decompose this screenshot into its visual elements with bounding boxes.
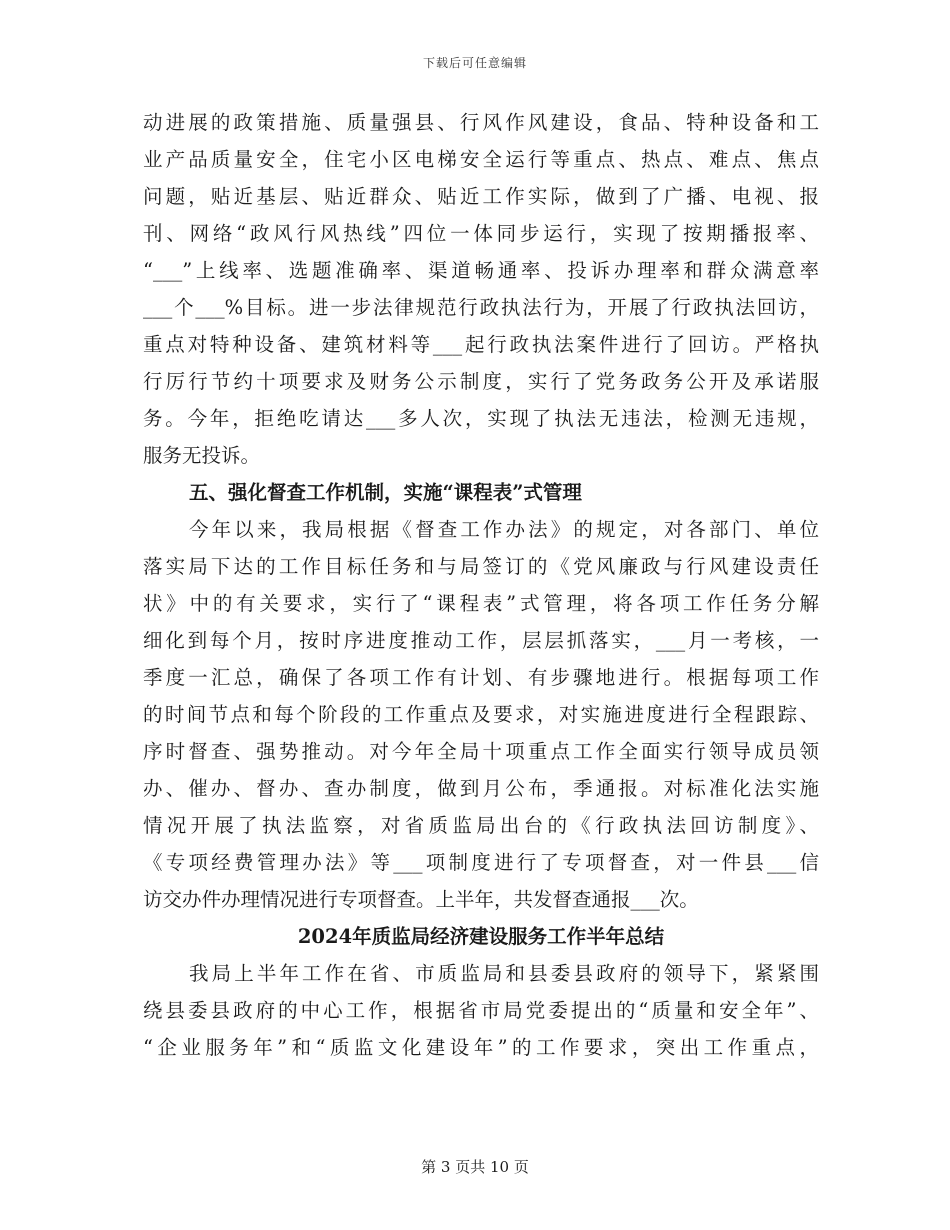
text-line: 落实局下达的工作目标任务和与局签订的《党风廉政与行风建设责任: [143, 555, 819, 578]
document-body: [143, 104, 819, 1066]
text-line: 绕县委县政府的中心工作，根据省市局党委提出的“质量和安全年”、: [143, 999, 819, 1022]
text-line: 状》中的有关要求，实行了“课程表”式管理，将各项工作任务分解: [143, 592, 819, 615]
document-title: 2024年质监局经济建设服务工作半年总结: [297, 925, 665, 948]
page-header-note: 下载后可任意编辑: [422, 56, 527, 70]
text-line: 情况开展了执法监察，对省质监局出台的《行政执法回访制度》、: [143, 814, 819, 837]
text-line: “企业服务年”和“质监文化建设年”的工作要求，突出工作重点，: [143, 1036, 819, 1059]
section-heading: 五、强化督查工作机制，实施“课程表”式管理: [189, 481, 582, 504]
text-line: 细化到每个月，按时序进度推动工作，层层抓落实，___月一考核，一: [143, 629, 819, 652]
text-line: 务。今年，拒绝吃请达___多人次，实现了执法无违法，检测无违规，: [143, 407, 819, 430]
text-line: 行厉行节约十项要求及财务公示制度，实行了党务政务公开及承诺服: [143, 370, 819, 393]
text-line: 动进展的政策措施、质量强县、行风作风建设，食品、特种设备和工: [143, 111, 819, 134]
text-line: 重点对特种设备、建筑材料等___起行政执法案件进行了回访。严格执: [143, 333, 819, 356]
text-line: 序时督查、强势推动。对今年全局十项重点工作全面实行领导成员领: [143, 740, 819, 763]
text-line: 今年以来，我局根据《督查工作办法》的规定，对各部门、单位: [189, 518, 819, 541]
page-number: 第 3 页共 10 页: [421, 1158, 529, 1176]
text-line: 刊、网络“政风行风热线”四位一体同步运行，实现了按期播报率、: [143, 222, 819, 245]
text-line: 服务无投诉。: [143, 444, 261, 467]
text-line: 我局上半年工作在省、市质监局和县委县政府的领导下，紧紧围: [189, 962, 819, 985]
text-line: “___”上线率、选题准确率、渠道畅通率、投诉办理率和群众满意率: [143, 259, 819, 282]
text-line: 业产品质量安全，住宅小区电梯安全运行等重点、热点、难点、焦点: [143, 148, 819, 171]
text-line: 季度一汇总，确保了各项工作有计划、有步骤地进行。根据每项工作: [143, 666, 819, 689]
text-line: 问题，贴近基层、贴近群众、贴近工作实际，做到了广播、电视、报: [143, 185, 819, 208]
text-line: 访交办件办理情况进行专项督查。上半年，共发督查通报___次。: [143, 888, 699, 911]
text-line: ___个___%目标。进一步法律规范行政执法行为，开展了行政执法回访，: [143, 296, 819, 319]
text-line: 的时间节点和每个阶段的工作重点及要求，对实施进度进行全程跟踪、: [143, 703, 819, 726]
text-line: 《专项经费管理办法》等___项制度进行了专项督查，对一件县___信: [143, 851, 819, 874]
text-line: 办、催办、督办、查办制度，做到月公布，季通报。对标准化法实施: [143, 777, 819, 800]
